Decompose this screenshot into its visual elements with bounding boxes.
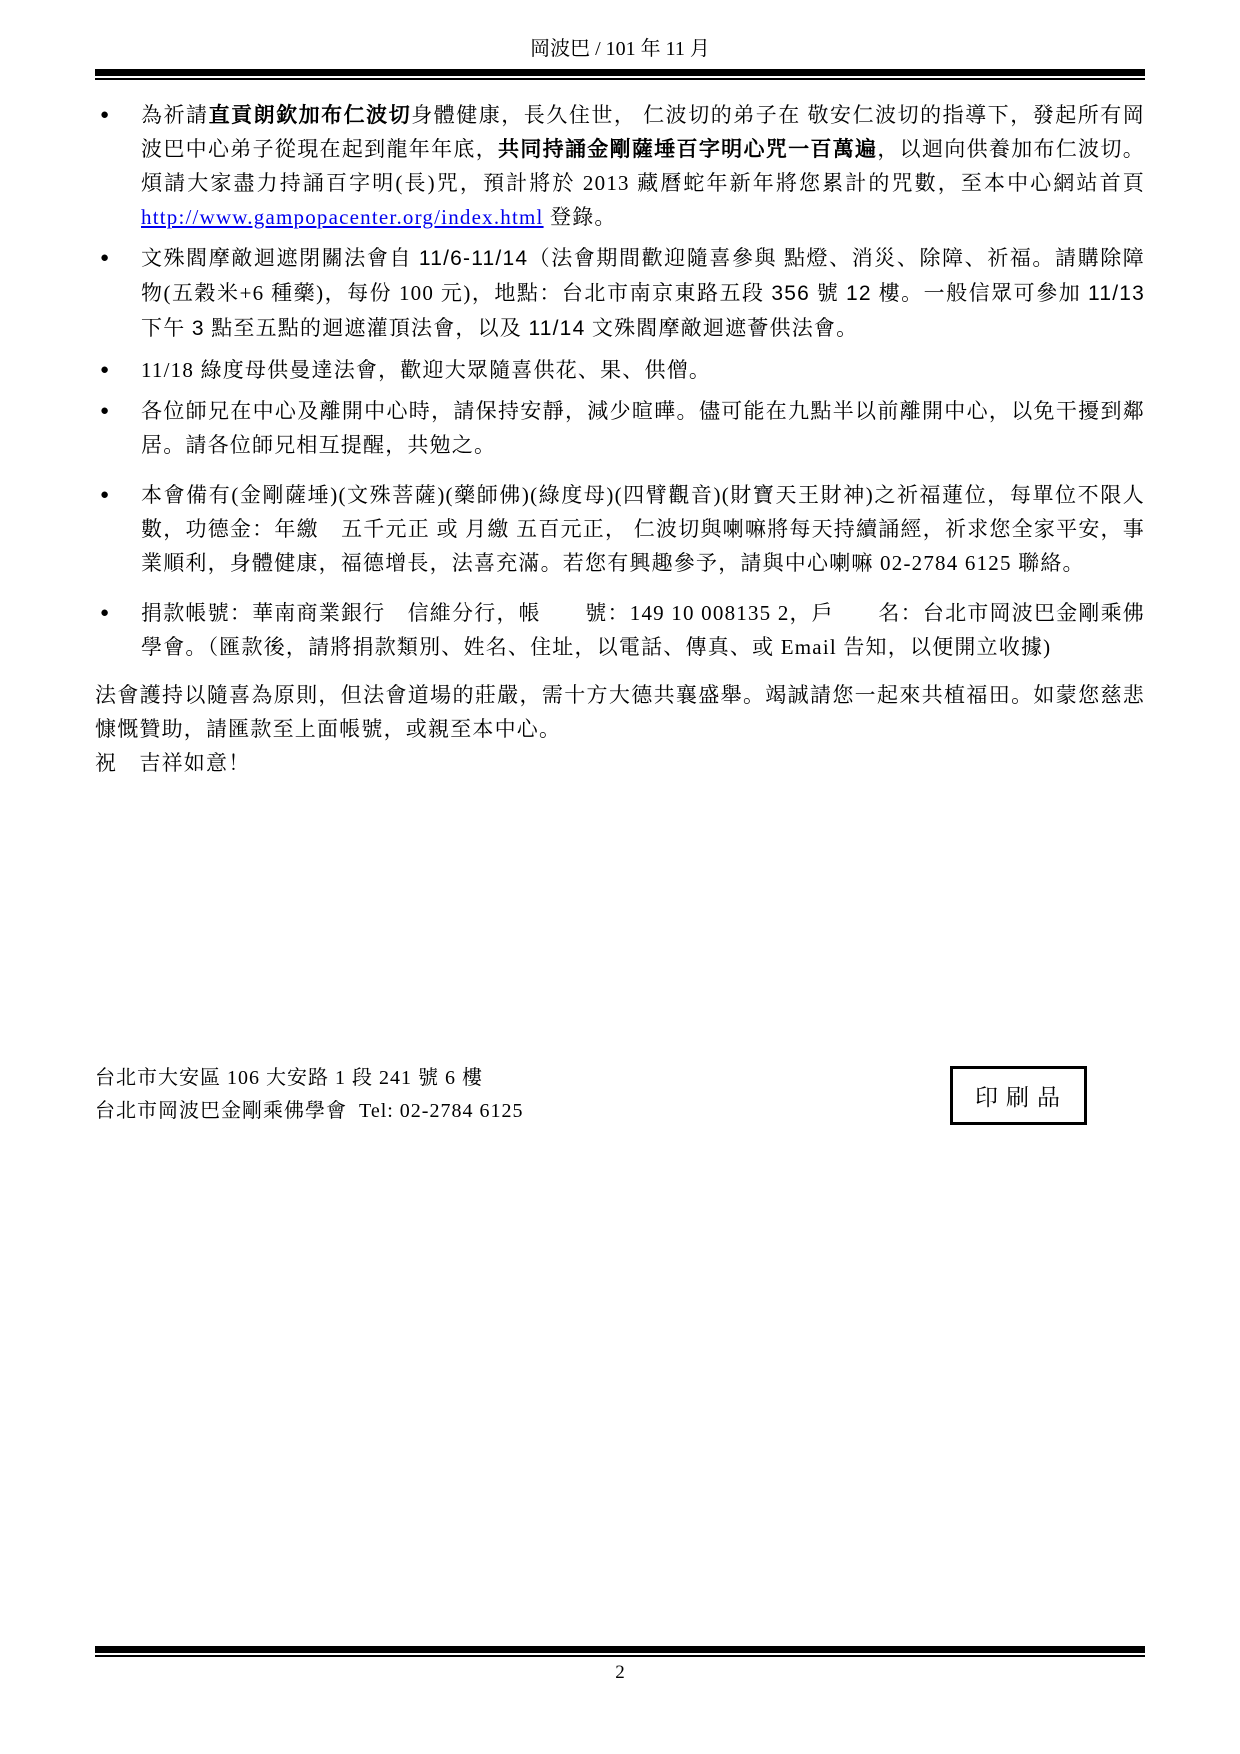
center-address-block	[95, 1062, 523, 1128]
text-segment: 11/14	[528, 317, 586, 340]
list-item	[95, 241, 1145, 346]
bullet-text	[141, 246, 1145, 340]
text-segment: 12	[846, 282, 872, 305]
text-segment: 號	[809, 281, 847, 305]
text-segment: 登錄。	[543, 205, 617, 229]
address-row	[95, 1062, 1145, 1128]
page-header-title: 岡波巴 / 101 年 11 月	[530, 38, 710, 60]
list-item	[95, 98, 1145, 234]
text-segment: 為祈請	[141, 103, 209, 127]
text-segment: ，以迴向供養加布仁波切。 煩請大家盡力持誦百字明(長)咒，預計將於 2013 藏曆蛇年新年將您累計的咒數，至本中心網站首頁	[141, 137, 1145, 195]
bullet-icon: ●	[100, 362, 110, 378]
text-segment: 文殊閻摩敵迴遮薈供法會。	[585, 316, 859, 340]
closing-wish: 祝 吉祥如意！	[95, 751, 251, 775]
text-segment: 捐款帳號：華南商業銀行 信維分行，帳 號：149 10 008135 2，戶 名：台北市岡波巴金剛乘佛學會。（匯款後，請將捐款類別、姓名、住址，以電話、傳真、或 Email 告知，以便開立收據)	[141, 601, 1145, 659]
bullet-list	[95, 98, 1145, 664]
bullet-text	[141, 483, 1145, 575]
address-line-1: 台北市大安區 106 大安路 1 段 241 號 6 樓	[95, 1067, 483, 1089]
footer-divider	[95, 1646, 1145, 1657]
footer-divider-thick-line	[95, 1646, 1145, 1653]
text-segment: 共同持誦金剛薩埵百字明心咒一百萬遍	[498, 137, 878, 161]
text-segment: 身體健康，長久住世， 仁波切的弟子在 敬安仁波切的指導下，發起所有岡波巴中心弟子從現在起到龍年年底，	[141, 103, 1145, 161]
text-segment: 11/18 綠度母供曼達法會，歡迎大眾隨喜供花、果、供僧。	[141, 358, 712, 382]
text-segment: 樓。一般信眾可參加	[871, 281, 1089, 305]
bullet-icon: ●	[100, 403, 110, 419]
text-segment: 文殊閻摩敵迴遮閉關法會自	[141, 246, 419, 270]
text-segment: 11/6-11/14	[418, 247, 529, 270]
text-segment: 各位師兄在中心及離開中心時，請保持安靜，減少暄曄。儘可能在九點半以前離開中心，以免干擾到鄰居。請各位師兄相互提醒，共勉之。	[141, 399, 1145, 457]
text-segment: 下午	[141, 316, 192, 340]
bullet-text	[141, 358, 711, 382]
bullet-icon: ●	[100, 107, 110, 123]
bullet-icon: ●	[100, 605, 110, 621]
text-segment: 直貢朗欽加布仁波切	[208, 103, 412, 127]
text-segment: 356	[771, 282, 810, 305]
text-segment: 3	[191, 317, 205, 340]
list-item	[95, 394, 1145, 462]
footer-divider-thin-line	[95, 1655, 1145, 1657]
document-body	[0, 80, 1240, 780]
header-divider-thick-line	[95, 69, 1145, 76]
closing-paragraph: 法會護持以隨喜為原則，但法會道場的莊嚴，需十方大德共襄盛舉。竭誠請您一起來共植福田。如蒙您慈悲慷慨贊助，請匯款至上面帳號，或親至本中心。	[95, 683, 1145, 741]
bullet-text	[141, 601, 1145, 659]
text-segment: 點至五點的迴遮灌頂法會，以及	[204, 316, 529, 340]
bullet-icon: ●	[100, 250, 110, 266]
closing-section	[95, 678, 1145, 780]
hyperlink[interactable]: http://www.gampopacenter.org/index.html	[141, 205, 544, 229]
printed-matter-stamp: 印刷品	[950, 1066, 1087, 1125]
bullet-icon: ●	[100, 487, 110, 503]
list-item	[95, 478, 1145, 580]
text-segment: （法會期間歡迎隨喜參與 點燈、消災、除障、祈福。請購除障物(五穀米+6 種藥)，每份 100 元)，地點：台北市南京東路五段	[141, 246, 1145, 305]
bullet-text	[141, 103, 1145, 229]
text-segment: 本會備有(金剛薩埵)(文殊菩薩)(藥師佛)(綠度母)(四臂觀音)(財寶天王財神)之祈福蓮位，每單位不限人數，功德金：年繳 五千元正 或 月繳 五百元正， 仁波切與喇嘛將每天持續誦經，祈求您全家平安，事業順利，身體健康，福德增長，法喜充滿。若您有興趣參予，請與中心喇嘛 02-2784 6125 聯絡。	[141, 483, 1145, 575]
address-line-2: 台北市岡波巴金剛乘佛學會 Tel: 02-2784 6125	[95, 1100, 524, 1122]
page-number: 2	[615, 1662, 625, 1683]
page-footer	[95, 1646, 1145, 1684]
list-item	[95, 353, 1145, 387]
text-segment: 11/13	[1088, 282, 1146, 305]
bullet-text	[141, 399, 1145, 457]
header-divider	[95, 69, 1145, 80]
list-item	[95, 596, 1145, 664]
